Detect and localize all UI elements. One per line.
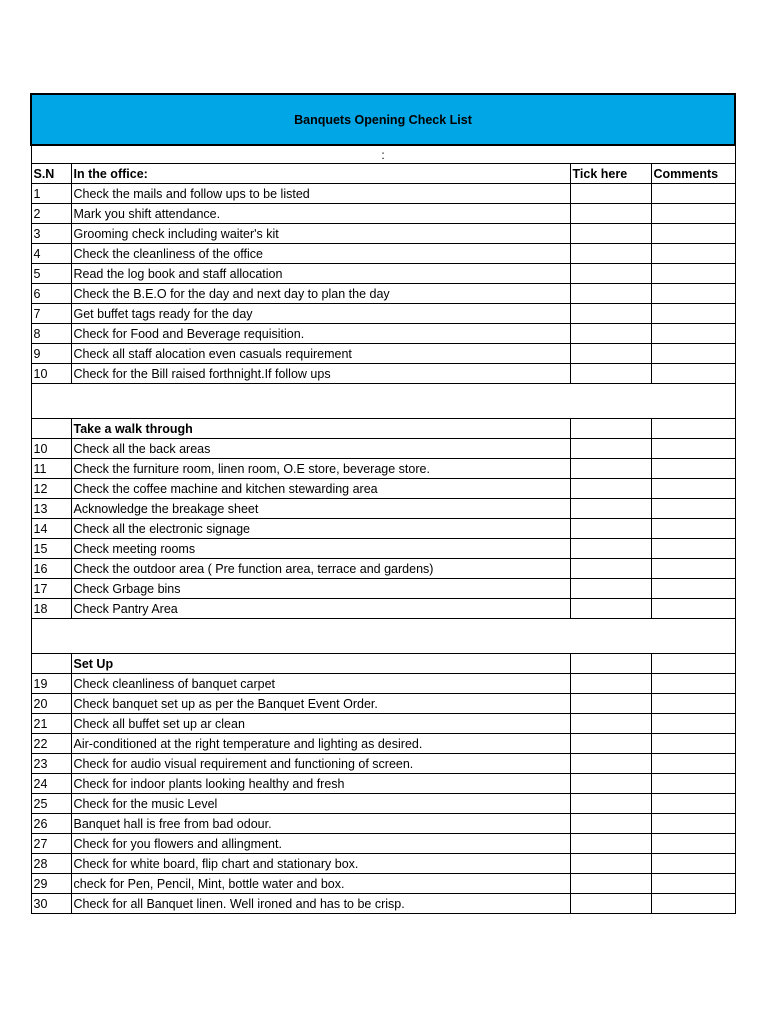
tick-cell[interactable] — [570, 519, 651, 539]
checklist-item: Check for white board, flip chart and stationary box. — [71, 854, 570, 874]
checklist-row — [31, 814, 735, 834]
checklist-row — [31, 874, 735, 894]
checklist-item: Mark you shift attendance. — [71, 204, 570, 224]
tick-cell[interactable] — [570, 204, 651, 224]
checklist-row — [31, 854, 735, 874]
serial-number: 18 — [31, 599, 71, 619]
tick-cell[interactable] — [570, 734, 651, 754]
checklist-row — [31, 264, 735, 284]
tick-cell[interactable] — [570, 364, 651, 384]
serial-number: 28 — [31, 854, 71, 874]
checklist-item: Acknowledge the breakage sheet — [71, 499, 570, 519]
tick-cell[interactable] — [570, 499, 651, 519]
checklist-item: Banquet hall is free from bad odour. — [71, 814, 570, 834]
section-heading: Set Up — [71, 654, 570, 674]
serial-number: 10 — [31, 364, 71, 384]
comments-cell[interactable] — [651, 419, 735, 439]
tick-cell[interactable] — [570, 284, 651, 304]
checklist-item: Check all the electronic signage — [71, 519, 570, 539]
serial-number: 30 — [31, 894, 71, 914]
section-sn-blank — [31, 654, 71, 674]
checklist-row — [31, 599, 735, 619]
checklist-item: Check for you flowers and allingment. — [71, 834, 570, 854]
comments-cell[interactable] — [651, 694, 735, 714]
spacer-cell — [31, 619, 735, 654]
tick-cell[interactable] — [570, 599, 651, 619]
checklist-row — [31, 364, 735, 384]
comments-cell[interactable] — [651, 559, 735, 579]
subtitle-row — [31, 145, 735, 164]
serial-number: 25 — [31, 794, 71, 814]
comments-cell[interactable] — [651, 364, 735, 384]
tick-cell[interactable] — [570, 459, 651, 479]
checklist-item: Check all staff alocation even casuals requirement — [71, 344, 570, 364]
comments-cell[interactable] — [651, 734, 735, 754]
serial-number: 2 — [31, 204, 71, 224]
comments-cell[interactable] — [651, 854, 735, 874]
serial-number: 3 — [31, 224, 71, 244]
tick-cell[interactable] — [570, 894, 651, 914]
serial-number: 4 — [31, 244, 71, 264]
checklist-row — [31, 204, 735, 224]
comments-cell[interactable] — [651, 814, 735, 834]
checklist-item: Check for indoor plants looking healthy and fresh — [71, 774, 570, 794]
tick-cell[interactable] — [570, 344, 651, 364]
checklist-item: Check the furniture room, linen room, O.E store, beverage store. — [71, 459, 570, 479]
comments-cell[interactable] — [651, 244, 735, 264]
comments-cell[interactable] — [651, 834, 735, 854]
serial-number: 29 — [31, 874, 71, 894]
serial-number: 22 — [31, 734, 71, 754]
comments-cell[interactable] — [651, 184, 735, 204]
section-sn-blank — [31, 419, 71, 439]
comments-cell[interactable] — [651, 344, 735, 364]
comments-cell[interactable] — [651, 224, 735, 244]
tick-cell[interactable] — [570, 539, 651, 559]
checklist-row — [31, 479, 735, 499]
checklist-item: Check for audio visual requirement and functioning of screen. — [71, 754, 570, 774]
checklist-row — [31, 894, 735, 914]
comments-cell[interactable] — [651, 304, 735, 324]
serial-number: 12 — [31, 479, 71, 499]
serial-number: 14 — [31, 519, 71, 539]
checklist-row — [31, 439, 735, 459]
serial-number: 16 — [31, 559, 71, 579]
tick-cell[interactable] — [570, 854, 651, 874]
tick-cell[interactable] — [570, 714, 651, 734]
tick-cell[interactable] — [570, 184, 651, 204]
comments-cell[interactable] — [651, 579, 735, 599]
checklist-item: Check the mails and follow ups to be listed — [71, 184, 570, 204]
serial-number: 23 — [31, 754, 71, 774]
checklist-row — [31, 244, 735, 264]
tick-cell[interactable] — [570, 439, 651, 459]
checklist-item: Read the log book and staff allocation — [71, 264, 570, 284]
checklist-row — [31, 324, 735, 344]
comments-cell[interactable] — [651, 264, 735, 284]
tick-cell[interactable] — [570, 264, 651, 284]
section-heading-row — [31, 654, 735, 674]
checklist-row — [31, 694, 735, 714]
comments-cell[interactable] — [651, 674, 735, 694]
checklist-row — [31, 579, 735, 599]
serial-number: 6 — [31, 284, 71, 304]
comments-cell[interactable] — [651, 539, 735, 559]
comments-cell[interactable] — [651, 599, 735, 619]
checklist-item: Check the outdoor area ( Pre function area, terrace and gardens) — [71, 559, 570, 579]
comments-cell[interactable] — [651, 204, 735, 224]
tick-cell[interactable] — [570, 774, 651, 794]
checklist-row — [31, 284, 735, 304]
tick-cell[interactable] — [570, 419, 651, 439]
checklist-sheet — [30, 93, 734, 914]
section-spacer — [31, 384, 735, 419]
checklist-row — [31, 559, 735, 579]
header-sn: S.N — [31, 164, 71, 184]
tick-cell[interactable] — [570, 304, 651, 324]
serial-number: 10 — [31, 439, 71, 459]
section-heading-row — [31, 419, 735, 439]
checklist-row — [31, 499, 735, 519]
checklist-item: Grooming check including waiter's kit — [71, 224, 570, 244]
tick-cell[interactable] — [570, 674, 651, 694]
checklist-item: Check Pantry Area — [71, 599, 570, 619]
tick-cell[interactable] — [570, 794, 651, 814]
comments-cell[interactable] — [651, 894, 735, 914]
serial-number: 26 — [31, 814, 71, 834]
serial-number: 20 — [31, 694, 71, 714]
serial-number: 1 — [31, 184, 71, 204]
checklist-row — [31, 344, 735, 364]
checklist-row — [31, 834, 735, 854]
title-row — [31, 94, 735, 145]
comments-cell[interactable] — [651, 714, 735, 734]
section-spacer — [31, 619, 735, 654]
tick-cell[interactable] — [570, 579, 651, 599]
spacer-cell — [31, 384, 735, 419]
page-title: Banquets Opening Check List — [31, 94, 735, 145]
serial-number: 24 — [31, 774, 71, 794]
comments-cell[interactable] — [651, 654, 735, 674]
tick-cell[interactable] — [570, 694, 651, 714]
tick-cell[interactable] — [570, 874, 651, 894]
comments-cell[interactable] — [651, 499, 735, 519]
section-heading: Take a walk through — [71, 419, 570, 439]
comments-cell[interactable] — [651, 519, 735, 539]
serial-number: 19 — [31, 674, 71, 694]
checklist-row — [31, 459, 735, 479]
serial-number: 7 — [31, 304, 71, 324]
serial-number: 11 — [31, 459, 71, 479]
checklist-row — [31, 539, 735, 559]
comments-cell[interactable] — [651, 774, 735, 794]
checklist-row — [31, 184, 735, 204]
checklist-row — [31, 224, 735, 244]
serial-number: 27 — [31, 834, 71, 854]
tick-cell[interactable] — [570, 244, 651, 264]
serial-number: 21 — [31, 714, 71, 734]
tick-cell[interactable] — [570, 834, 651, 854]
checklist-item: Check for the Bill raised forthnight.If follow ups — [71, 364, 570, 384]
tick-cell[interactable] — [570, 559, 651, 579]
checklist-item: Check for the music Level — [71, 794, 570, 814]
tick-cell[interactable] — [570, 814, 651, 834]
checklist-item: Check the B.E.O for the day and next day to plan the day — [71, 284, 570, 304]
checklist-item: Check all buffet set up ar clean — [71, 714, 570, 734]
checklist-row — [31, 674, 735, 694]
comments-cell[interactable] — [651, 754, 735, 774]
checklist-item: check for Pen, Pencil, Mint, bottle water and box. — [71, 874, 570, 894]
checklist-row — [31, 734, 735, 754]
header-section: In the office: — [71, 164, 570, 184]
subtitle: : — [31, 145, 735, 164]
checklist-item: Get buffet tags ready for the day — [71, 304, 570, 324]
checklist-item: Check banquet set up as per the Banquet Event Order. — [71, 694, 570, 714]
checklist-item: Check meeting rooms — [71, 539, 570, 559]
checklist-row — [31, 754, 735, 774]
checklist-table — [30, 93, 736, 914]
comments-cell[interactable] — [651, 459, 735, 479]
header-row — [31, 164, 735, 184]
comments-cell[interactable] — [651, 479, 735, 499]
serial-number: 13 — [31, 499, 71, 519]
serial-number: 9 — [31, 344, 71, 364]
tick-cell[interactable] — [570, 324, 651, 344]
tick-cell[interactable] — [570, 479, 651, 499]
serial-number: 8 — [31, 324, 71, 344]
header-comments: Comments — [651, 164, 735, 184]
checklist-item: Check cleanliness of banquet carpet — [71, 674, 570, 694]
header-tick: Tick here — [570, 164, 651, 184]
serial-number: 5 — [31, 264, 71, 284]
checklist-item: Check for all Banquet linen. Well ironed and has to be crisp. — [71, 894, 570, 914]
checklist-item: Air-conditioned at the right temperature and lighting as desired. — [71, 734, 570, 754]
checklist-row — [31, 794, 735, 814]
comments-cell[interactable] — [651, 284, 735, 304]
checklist-item: Check the coffee machine and kitchen stewarding area — [71, 479, 570, 499]
checklist-item: Check Grbage bins — [71, 579, 570, 599]
comments-cell[interactable] — [651, 439, 735, 459]
tick-cell[interactable] — [570, 754, 651, 774]
comments-cell[interactable] — [651, 794, 735, 814]
checklist-row — [31, 304, 735, 324]
checklist-item: Check for Food and Beverage requisition. — [71, 324, 570, 344]
checklist-item: Check the cleanliness of the office — [71, 244, 570, 264]
serial-number: 15 — [31, 539, 71, 559]
tick-cell[interactable] — [570, 224, 651, 244]
tick-cell[interactable] — [570, 654, 651, 674]
comments-cell[interactable] — [651, 874, 735, 894]
checklist-row — [31, 714, 735, 734]
checklist-row — [31, 519, 735, 539]
checklist-item: Check all the back areas — [71, 439, 570, 459]
serial-number: 17 — [31, 579, 71, 599]
checklist-row — [31, 774, 735, 794]
comments-cell[interactable] — [651, 324, 735, 344]
